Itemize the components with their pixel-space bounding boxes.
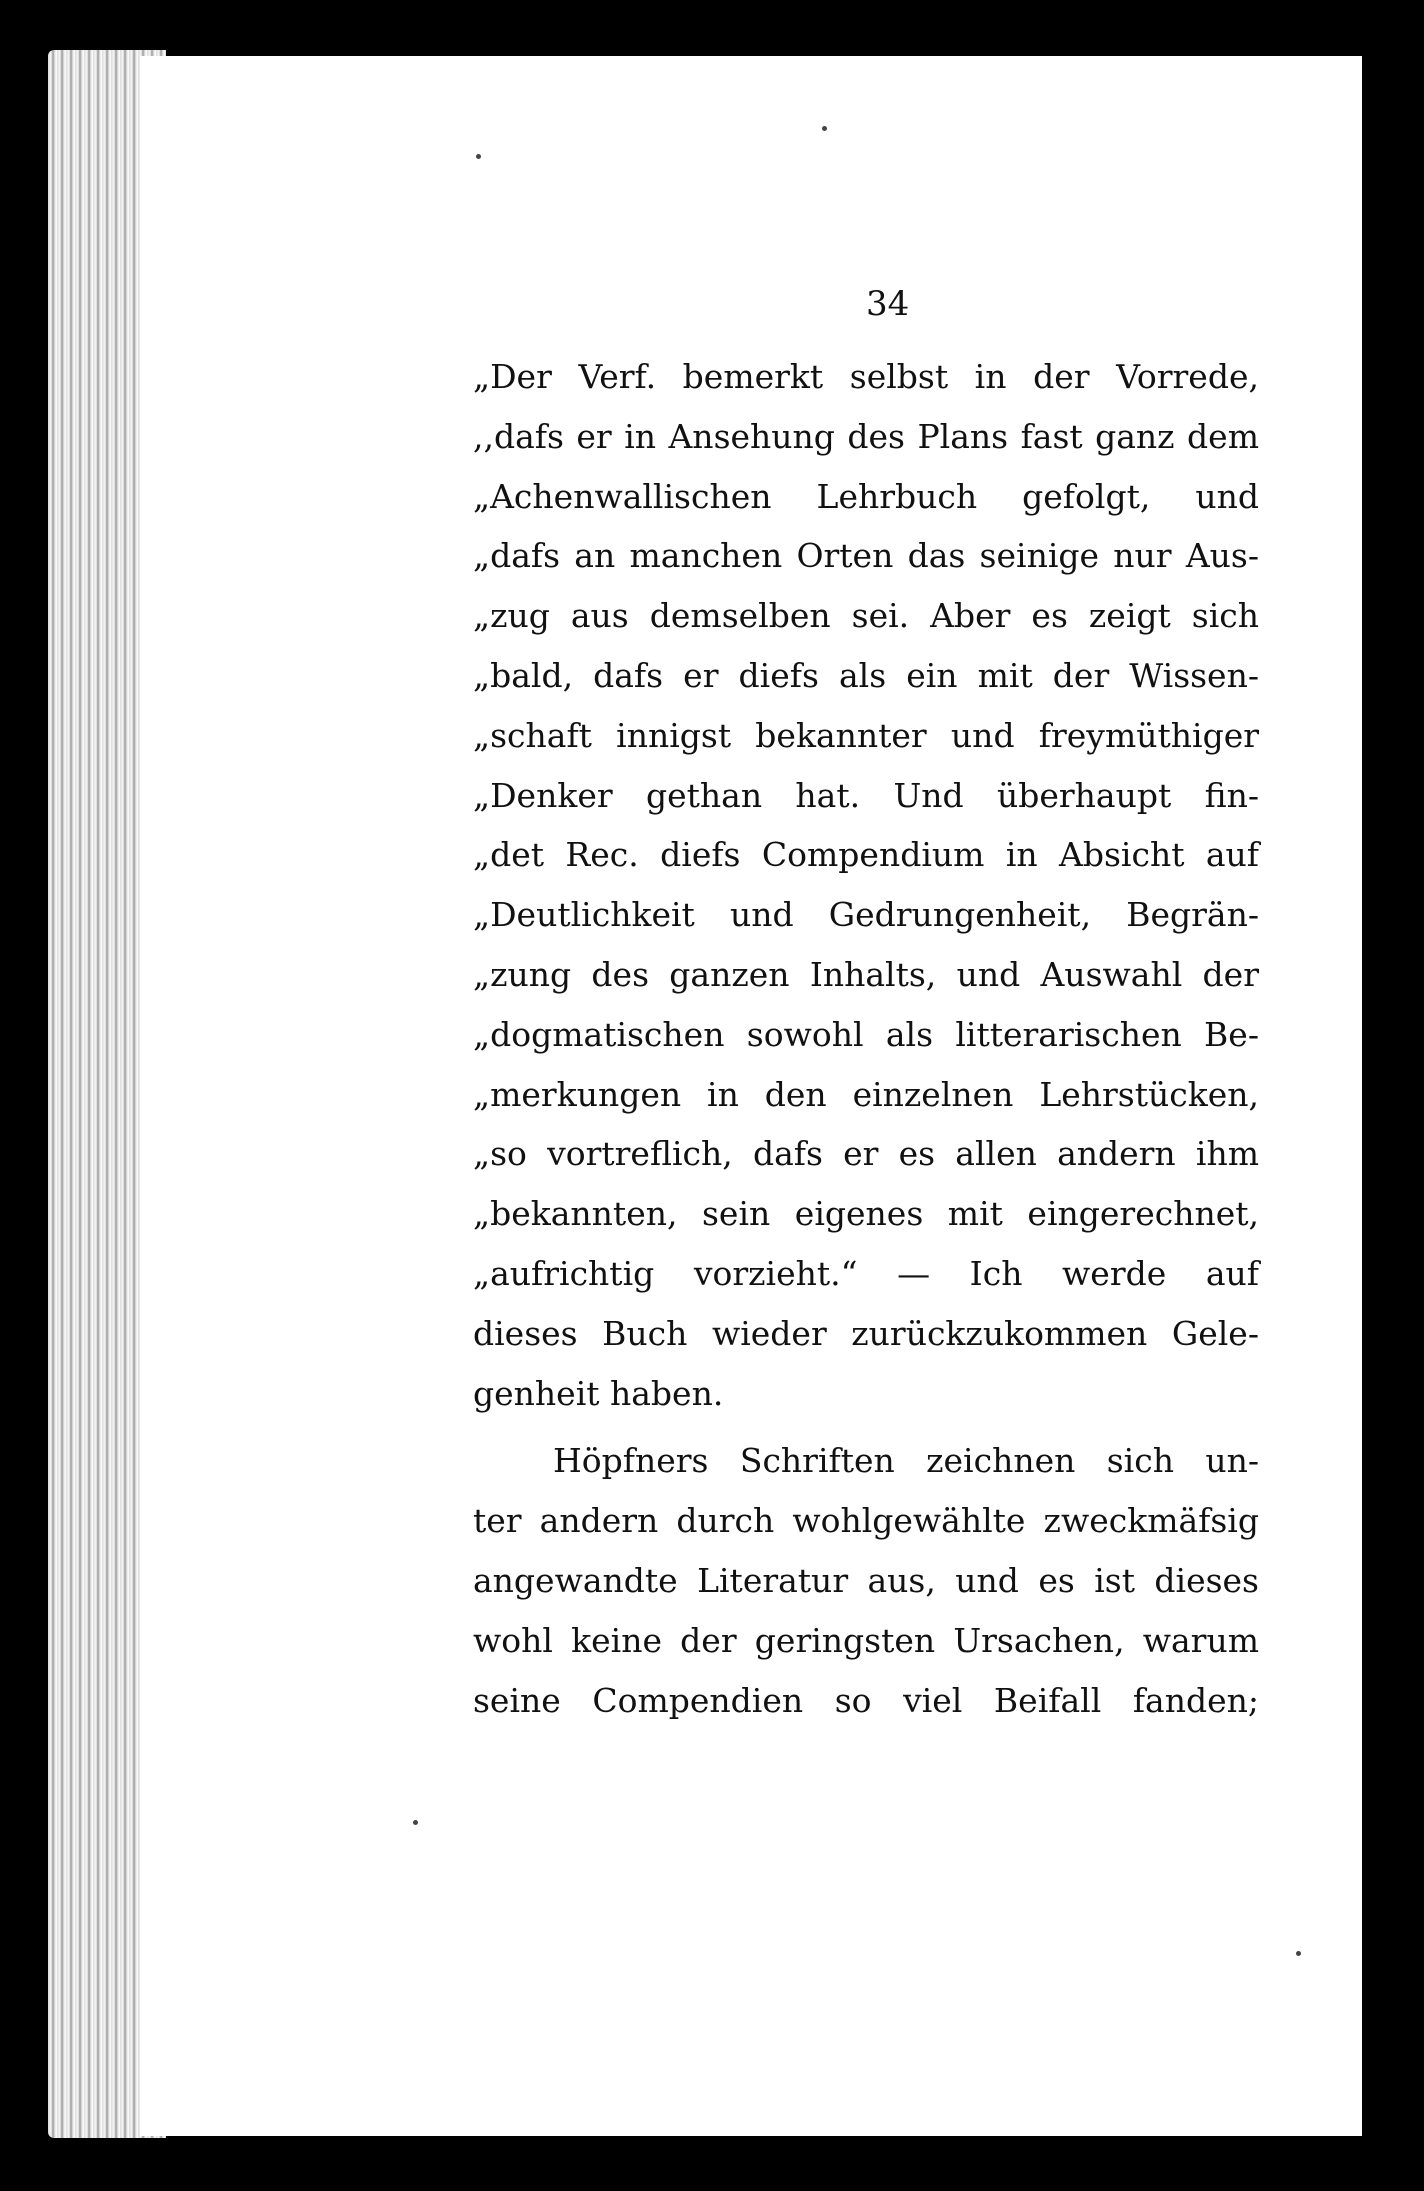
text-line: „Deutlichkeit und Gedrungenheit, Begrän- — [473, 895, 1259, 935]
text-line: ,,dafs er in Ansehung des Plans fast ganz dem — [473, 416, 1259, 456]
text-line: „bekannten, sein eigenes mit eingerechnet, — [473, 1194, 1259, 1234]
text-line: „merkungen in den einzelnen Lehrstücken, — [473, 1074, 1259, 1114]
text-line: „Denker gethan hat. Und überhaupt fin- — [473, 775, 1259, 815]
text-line: „schaft innigst bekannter und freymüthiger — [473, 715, 1259, 755]
page-number: 34 — [866, 284, 910, 324]
text-line: „bald, dafs er diefs als ein mit der Wissen- — [473, 655, 1259, 695]
text-line: ter andern durch wohlgewählte zweckmäfsig — [473, 1501, 1259, 1541]
text-line: wohl keine der geringsten Ursachen, warum — [473, 1620, 1259, 1660]
text-line: „Achenwallischen Lehrbuch gefolgt, und — [473, 476, 1259, 516]
ink-speck — [1296, 1951, 1301, 1956]
ink-speck — [476, 154, 481, 159]
text-line: „dogmatischen sowohl als litterarischen Be- — [473, 1014, 1259, 1054]
body-text — [473, 347, 1259, 1730]
ink-speck — [413, 1820, 418, 1825]
text-line: angewandte Literatur aus, und es ist dieses — [473, 1560, 1259, 1600]
text-line: „aufrichtig vorzieht.“ — Ich werde auf — [473, 1253, 1259, 1293]
text-line: Höpfners Schriften zeichnen sich un- — [553, 1441, 1259, 1481]
text-line: „dafs an manchen Orten das seinige nur Aus- — [473, 536, 1259, 576]
text-line: „det Rec. diefs Compendium in Absicht auf — [473, 835, 1259, 875]
text-line: „zung des ganzen Inhalts, und Auswahl der — [473, 954, 1259, 994]
text-line: dieses Buch wieder zurückzukommen Gele- — [473, 1313, 1259, 1353]
text-line: „Der Verf. bemerkt selbst in der Vorrede, — [473, 357, 1259, 396]
text-line: „zug aus demselben sei. Aber es zeigt sich — [473, 596, 1259, 636]
text-line: seine Compendien so viel Beifall fanden; — [473, 1680, 1259, 1720]
text-line: genheit haben. — [473, 1373, 724, 1413]
text-line: „so vortreflich, dafs er es allen andern ihm — [473, 1134, 1259, 1174]
paragraph-gap — [473, 1423, 1259, 1431]
ink-speck — [822, 126, 827, 131]
